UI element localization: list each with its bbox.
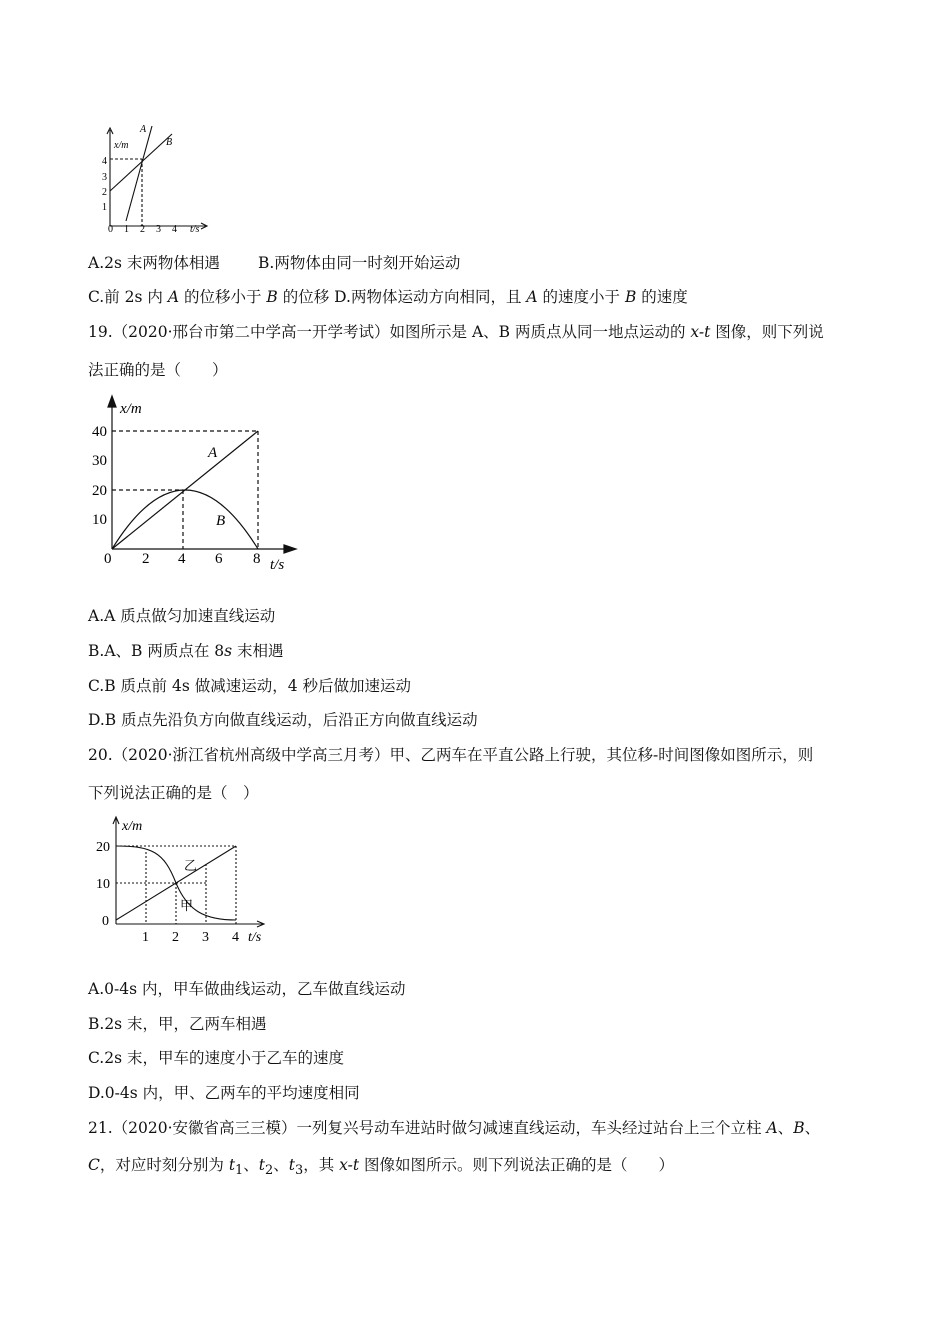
- q20-stem-line2: 下列说法正确的是（ ）: [88, 784, 259, 802]
- q19-stem-line2: 法正确的是（ ）: [88, 361, 228, 379]
- q20-xt-graph: [88, 812, 273, 952]
- q18-y-tick: 3: [102, 172, 107, 183]
- q18-options-cd: [88, 287, 688, 307]
- q20-x-tick: 3: [202, 930, 209, 945]
- q20-x-tick: 1: [142, 930, 149, 945]
- q18-label-a: A: [140, 124, 147, 135]
- q19-x-tick: 8: [253, 551, 261, 567]
- q19-x-axis-label: t/s: [270, 557, 285, 573]
- q19-option-a: A.A 质点做匀加速直线运动: [88, 607, 276, 625]
- q19-x-tick: 6: [215, 551, 223, 567]
- q19-x-tick: 2: [142, 551, 150, 567]
- q18-x-tick: 1: [124, 224, 129, 235]
- q18-x-tick: 3: [156, 224, 161, 235]
- q21-stem-line2: C，对应时刻分别为 $t_1$、$t_2$、$t_3$，其 x-t 图像如图所示。则下列说法正确的是（ ）: [88, 1156, 675, 1179]
- q18-xt-graph: [88, 118, 213, 236]
- q18-y-tick: 2: [102, 187, 107, 198]
- q18-line-a: [126, 126, 152, 221]
- q18-option-d: D.两物体运动方向相同，且 A 的速度小于 B 的速度: [334, 288, 688, 306]
- q18-option-a: A.2s 末两物体相遇: [88, 254, 220, 272]
- q19-option-b: B.A、B 两质点在 8s 末相遇: [88, 642, 284, 660]
- q19-x-tick: 0: [104, 551, 112, 567]
- q20-option-a: A.0-4s 内，甲车做曲线运动，乙车做直线运动: [88, 980, 406, 998]
- q18-option-b: B.两物体由同一时刻开始运动: [258, 254, 461, 272]
- q18-x-axis-label: t/s: [190, 224, 200, 235]
- q18-x-tick: 2: [140, 224, 145, 235]
- q18-x-tick: 0: [108, 224, 113, 235]
- q19-y-tick: 30: [92, 453, 107, 469]
- q18-label-b: B: [166, 137, 173, 148]
- q18-x-tick: 4: [172, 224, 177, 235]
- q19-y-tick: 40: [92, 424, 107, 440]
- q19-option-d: D.B 质点先沿负方向做直线运动，后沿正方向做直线运动: [88, 711, 478, 729]
- q20-stem: 20.（2020·浙江省杭州高级中学高三月考）甲、乙两车在平直公路上行驶，其位移-时间图像如图所示，则: [88, 746, 814, 764]
- q18-y-axis-label: x/m: [114, 140, 129, 151]
- q20-x-tick: 2: [172, 930, 179, 945]
- q21-stem: 21.（2020·安徽省高三三模）一列复兴号动车进站时做匀减速直线运动，车头经过站台上三个立柱 A、B、: [88, 1119, 821, 1137]
- q19-label-b: B: [216, 513, 226, 529]
- q20-label-yi: 乙: [184, 858, 198, 873]
- q18-option-c: C.前 2s 内 A 的位移小于 B 的位移: [88, 288, 330, 306]
- q18-y-tick: 4: [102, 156, 107, 167]
- q18-y-tick: 1: [102, 202, 107, 213]
- q19-y-axis-label: x/m: [120, 401, 142, 417]
- q19-x-tick: 4: [178, 551, 186, 567]
- q20-option-d: D.0-4s 内，甲、乙两车的平均速度相同: [88, 1084, 360, 1102]
- q19-stem: 19.（2020·邢台市第二中学高一开学考试）如图所示是 A、B 两质点从同一地点运动的 x-t 图像，则下列说: [88, 323, 824, 341]
- q20-y-tick: 10: [96, 877, 110, 892]
- q20-y-tick: 0: [102, 914, 109, 929]
- q19-option-c: C.B 质点前 4s 做减速运动，4 秒后做加速运动: [88, 677, 412, 695]
- q20-label-jia: 甲: [180, 898, 194, 913]
- q19-y-tick: 20: [92, 483, 107, 499]
- q19-curve-b: [112, 490, 258, 549]
- q20-option-c: C.2s 末，甲车的速度小于乙车的速度: [88, 1049, 344, 1067]
- q20-x-tick: 4: [232, 930, 239, 945]
- q20-option-b: B.2s 末，甲，乙两车相遇: [88, 1015, 267, 1033]
- q19-y-tick: 10: [92, 512, 107, 528]
- q19-label-a: A: [208, 445, 218, 461]
- q20-y-axis-label: x/m: [122, 819, 143, 834]
- q20-x-axis-label: t/s: [248, 930, 262, 945]
- q20-y-tick: 20: [96, 840, 110, 855]
- q19-xt-graph: [88, 393, 303, 573]
